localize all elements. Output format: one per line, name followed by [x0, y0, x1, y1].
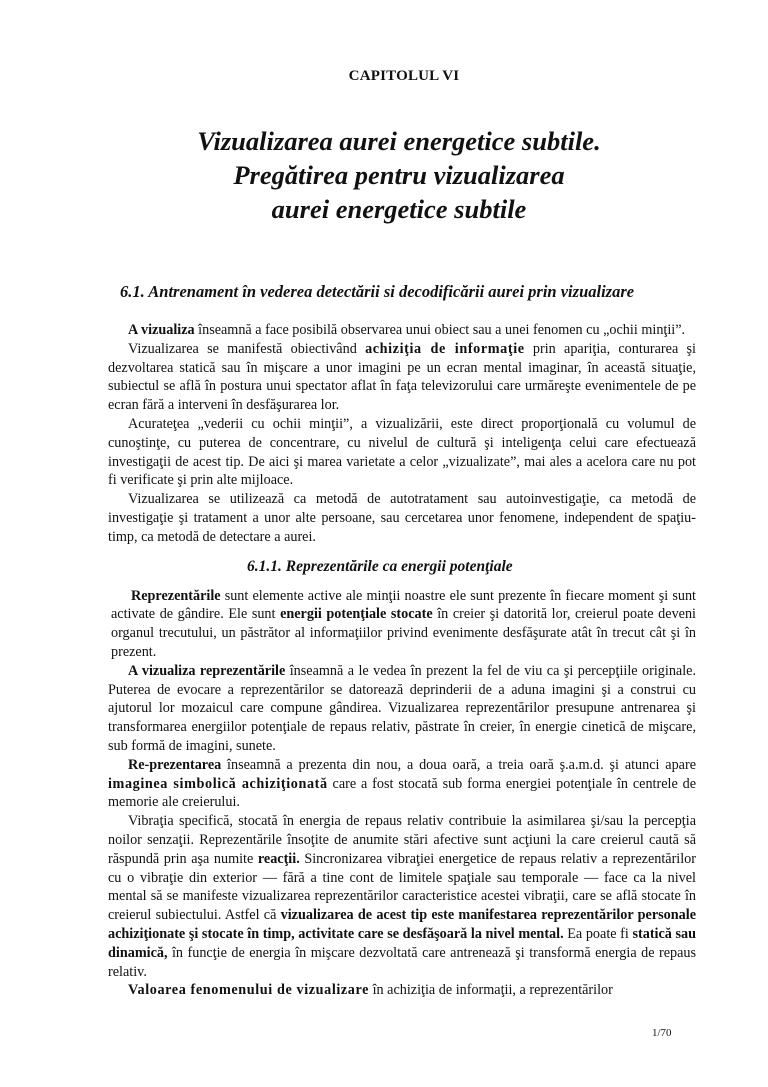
bold-term: statică sau dinamică, [108, 925, 697, 961]
chapter-label: CAPITOLUL VI [348, 68, 460, 84]
paragraph-7 [108, 756, 696, 812]
paragraph-text: Ea poate fi [563, 925, 633, 942]
paragraph-text: înseamnă a le vedea în prezent la fel de viu ca şi percepţiile originale. Puterea de evocare a reprezentărilor se datorează deprinderii de a aduna imagini şi a construi cu ajutorul lor mozaicul care compune gândirea. Vizualizarea reprezentărilor presupune antrenarea şi transformarea energiilor potenţiale de repaus relativ, păstrate în creier, în energie cinetică de mişcare, sub formă de imagini, sunete. [108, 662, 696, 754]
paragraph-text: Vizualizarea se manifestă obiectivând [128, 340, 366, 357]
title-line-1: Vizualizarea aurei energetice subtile. [197, 126, 601, 156]
title-line-3: aurei energetice subtile [271, 194, 527, 224]
bold-term: imaginea simbolică achiziţionată [108, 775, 328, 792]
paragraph-5 [111, 587, 696, 662]
bold-term: achiziţia de informaţie [365, 340, 525, 357]
paragraph-8 [108, 812, 696, 981]
paragraph-text: în creier şi datorită lor, creierul poate deveni organul trecutului, un păstrător al informaţiilor privind evenimente desfăşurate atât în trecut cât şi în prezent. [111, 606, 696, 660]
paragraph-9 [108, 981, 696, 1000]
paragraph-1 [108, 321, 696, 340]
bold-term: Re-prezentarea [128, 756, 222, 773]
bold-term: reacţii. [257, 850, 300, 867]
paragraph-text: Sincronizarea vibraţiei energetice de repaus relativ a reprezentărilor cu o vibraţie din exterior — fără a tine cont de limitele spaţiale sau temporale — face ca la nivel mental să se manifeste vizualizarea reprezentărilor caracteristice acestei vibraţii, care se află stocate în creierul subiectului. Astfel că [108, 850, 697, 924]
bold-term: Reprezentările [131, 587, 221, 604]
paragraph-text: înseamnă a prezenta din nou, a doua oară, a treia oară ş.a.m.d. şi atunci apare [221, 756, 696, 773]
paragraph-text: în funcţie de energia în mişcare dezvoltată care antrenează şi transformă energia de repaus relativ. [108, 944, 696, 980]
paragraph-3 [108, 415, 696, 490]
paragraph-text: sunt elemente active ale minţii noastre ele sunt prezente în fiecare moment şi sunt activate de gândire. Ele sunt [111, 587, 696, 623]
bold-term: Valoarea fenomenului de vizualizare [128, 982, 370, 999]
body-text [108, 321, 696, 1000]
paragraph-text: Vibraţia specifică, stocată în energia de repaus relativ contribuie la asimilarea şi/sau la percepţia noilor senzaţii. Reprezentările însoţite de anumite stări afective sunt acţiuni la care creierul caută să răspundă prin aşa numite [108, 813, 696, 867]
paragraph-2 [108, 340, 696, 415]
paragraph-text: Acurateţea „vederii cu ochii minţii”, a vizualizării, este direct proporţională cu volumul de cunoştinţe, cu puterea de concentrare, cu nivelul de cultură şi inteligenţa celui care efectuează investigaţii de acest tip. De aici şi marea varietate a celor „vizualizate”, mai ales a acelora care nu pot fi verificate şi prin alte mijloace. [108, 415, 696, 489]
paragraph-text: în achiziţia de informaţii, a reprezentărilor [369, 982, 613, 999]
bold-term: vizualizarea de acest tip este manifestarea reprezentărilor personale achiziţionate şi stocate în timp, activitate care se desfăşoară la nivel mental. [108, 907, 696, 942]
bold-term: energii potenţiale stocate [280, 606, 433, 623]
page-number: 1/70 [652, 1027, 672, 1039]
paragraph-6 [108, 662, 696, 756]
bold-term: A vizualiza reprezentările [128, 662, 286, 679]
title-line-2: Pregătirea pentru vizualizarea [233, 160, 565, 190]
paragraph-text: înseamnă a face posibilă observarea unui obiect sau a unei fenomen cu „ochii minţii”. [194, 322, 686, 338]
paragraph-text: care a fost stocată sub forma energiei potenţiale în centrele de memorie ale creierului. [108, 775, 697, 811]
paragraph-4 [108, 490, 696, 546]
chapter-title [0, 124, 768, 226]
reprezentari-block [108, 587, 696, 662]
paragraph-text: Vizualizarea se utilizează ca metodă de autotratament sau autoinvestigaţie, ca metodă de investigaţie şi tratament a unor alte persoane, sau cercetarea unor fenomene, independent de spaţiu-timp, ca metodă de detectare a aurei. [108, 491, 696, 545]
paragraph-text: prin apariţia, conturarea şi dezvoltarea statică sau în mişcare a unor imagini pe un ecran mental imaginar, în această situaţie, subiectul se află în postura unui spectator aflat în faţa televizorului care urmăreşte evenimentele de pe ecran fără a interveni în desfăşurarea lor. [108, 340, 696, 414]
bold-term: A vizualiza [128, 322, 195, 338]
section-heading: 6.1. Antrenament în vederea detectării si decodificării aurei prin vizualizare [120, 282, 635, 301]
sub-heading: 6.1.1. Reprezentările ca energii potenţiale [247, 557, 513, 575]
